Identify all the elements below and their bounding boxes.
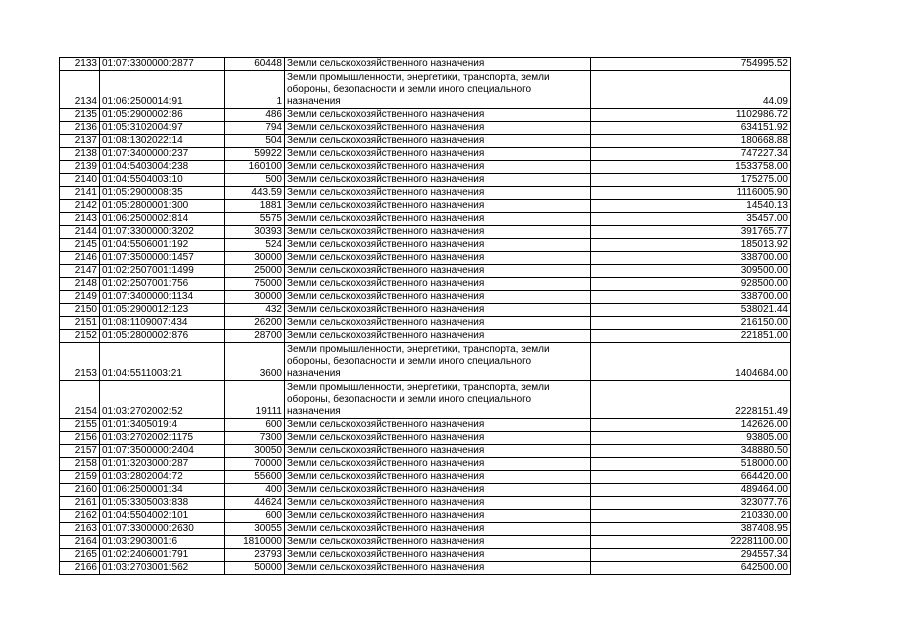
cadastral-number-cell: 01:05:2800002:876 bbox=[100, 330, 225, 343]
cadastral-value-cell: 1102986.72 bbox=[591, 109, 791, 122]
cadastral-number-cell: 01:01:3405019:4 bbox=[100, 419, 225, 432]
table-row bbox=[60, 562, 791, 575]
land-category-cell: Земли сельскохозяйственного назначения bbox=[285, 148, 591, 161]
land-parcels-table bbox=[59, 57, 791, 575]
land-category-cell: Земли промышленности, энергетики, транспорта, земли обороны, безопасности и земли иного специального назначения bbox=[285, 381, 591, 419]
row-number-cell: 2134 bbox=[60, 71, 100, 109]
area-cell: 28700 bbox=[225, 330, 285, 343]
area-cell: 75000 bbox=[225, 278, 285, 291]
cadastral-value-cell: 216150.00 bbox=[591, 317, 791, 330]
table-row bbox=[60, 252, 791, 265]
cadastral-number-cell: 01:07:3400000:237 bbox=[100, 148, 225, 161]
row-number-cell: 2142 bbox=[60, 200, 100, 213]
land-category-cell: Земли сельскохозяйственного назначения bbox=[285, 523, 591, 536]
table-row bbox=[60, 239, 791, 252]
row-number-cell: 2164 bbox=[60, 536, 100, 549]
area-cell: 1881 bbox=[225, 200, 285, 213]
cadastral-number-cell: 01:03:2703001:562 bbox=[100, 562, 225, 575]
area-cell: 1 bbox=[225, 71, 285, 109]
table-row bbox=[60, 291, 791, 304]
row-number-cell: 2158 bbox=[60, 458, 100, 471]
cadastral-number-cell: 01:02:2406001:791 bbox=[100, 549, 225, 562]
row-number-cell: 2161 bbox=[60, 497, 100, 510]
cadastral-value-cell: 1404684.00 bbox=[591, 343, 791, 381]
row-number-cell: 2166 bbox=[60, 562, 100, 575]
cadastral-number-cell: 01:02:2507001:756 bbox=[100, 278, 225, 291]
table-row bbox=[60, 523, 791, 536]
land-category-cell: Земли сельскохозяйственного назначения bbox=[285, 304, 591, 317]
area-cell: 432 bbox=[225, 304, 285, 317]
land-category-cell: Земли сельскохозяйственного назначения bbox=[285, 562, 591, 575]
cadastral-value-cell: 221851.00 bbox=[591, 330, 791, 343]
row-number-cell: 2144 bbox=[60, 226, 100, 239]
table-row bbox=[60, 471, 791, 484]
area-cell: 25000 bbox=[225, 265, 285, 278]
row-number-cell: 2159 bbox=[60, 471, 100, 484]
land-category-cell: Земли сельскохозяйственного назначения bbox=[285, 278, 591, 291]
cadastral-number-cell: 01:05:2900002:86 bbox=[100, 109, 225, 122]
cadastral-value-cell: 928500.00 bbox=[591, 278, 791, 291]
area-cell: 524 bbox=[225, 239, 285, 252]
land-category-cell: Земли сельскохозяйственного назначения bbox=[285, 161, 591, 174]
table-row bbox=[60, 109, 791, 122]
land-parcels-table-body bbox=[60, 58, 791, 575]
table-row bbox=[60, 187, 791, 200]
land-category-cell: Земли сельскохозяйственного назначения bbox=[285, 174, 591, 187]
land-category-cell: Земли сельскохозяйственного назначения bbox=[285, 226, 591, 239]
cadastral-value-cell: 142626.00 bbox=[591, 419, 791, 432]
cadastral-value-cell: 309500.00 bbox=[591, 265, 791, 278]
cadastral-value-cell: 642500.00 bbox=[591, 562, 791, 575]
table-row bbox=[60, 458, 791, 471]
cadastral-number-cell: 01:04:5504002:101 bbox=[100, 510, 225, 523]
row-number-cell: 2156 bbox=[60, 432, 100, 445]
row-number-cell: 2150 bbox=[60, 304, 100, 317]
table-row bbox=[60, 58, 791, 71]
cadastral-value-cell: 1116005.90 bbox=[591, 187, 791, 200]
cadastral-value-cell: 44.09 bbox=[591, 71, 791, 109]
cadastral-number-cell: 01:07:3400000:1134 bbox=[100, 291, 225, 304]
land-category-cell: Земли сельскохозяйственного назначения bbox=[285, 330, 591, 343]
table-row bbox=[60, 226, 791, 239]
row-number-cell: 2139 bbox=[60, 161, 100, 174]
land-category-cell: Земли сельскохозяйственного назначения bbox=[285, 536, 591, 549]
table-row bbox=[60, 174, 791, 187]
land-category-cell: Земли сельскохозяйственного назначения bbox=[285, 510, 591, 523]
cadastral-value-cell: 1533758.00 bbox=[591, 161, 791, 174]
cadastral-number-cell: 01:07:3300000:2877 bbox=[100, 58, 225, 71]
table-row bbox=[60, 536, 791, 549]
land-category-cell: Земли сельскохозяйственного назначения bbox=[285, 252, 591, 265]
table-row bbox=[60, 200, 791, 213]
area-cell: 19111 bbox=[225, 381, 285, 419]
row-number-cell: 2146 bbox=[60, 252, 100, 265]
area-cell: 30055 bbox=[225, 523, 285, 536]
table-row bbox=[60, 304, 791, 317]
area-cell: 400 bbox=[225, 484, 285, 497]
area-cell: 55600 bbox=[225, 471, 285, 484]
area-cell: 70000 bbox=[225, 458, 285, 471]
cadastral-number-cell: 01:07:3300000:3202 bbox=[100, 226, 225, 239]
cadastral-value-cell: 338700.00 bbox=[591, 291, 791, 304]
cadastral-value-cell: 14540.13 bbox=[591, 200, 791, 213]
land-category-cell: Земли сельскохозяйственного назначения bbox=[285, 317, 591, 330]
land-category-cell: Земли сельскохозяйственного назначения bbox=[285, 432, 591, 445]
cadastral-number-cell: 01:07:3300000:2630 bbox=[100, 523, 225, 536]
cadastral-value-cell: 664420.00 bbox=[591, 471, 791, 484]
row-number-cell: 2163 bbox=[60, 523, 100, 536]
table-row bbox=[60, 161, 791, 174]
cadastral-number-cell: 01:05:3305003:838 bbox=[100, 497, 225, 510]
cadastral-value-cell: 391765.77 bbox=[591, 226, 791, 239]
land-category-cell: Земли сельскохозяйственного назначения bbox=[285, 109, 591, 122]
area-cell: 30050 bbox=[225, 445, 285, 458]
area-cell: 59922 bbox=[225, 148, 285, 161]
table-row bbox=[60, 445, 791, 458]
table-row bbox=[60, 317, 791, 330]
cadastral-value-cell: 538021.44 bbox=[591, 304, 791, 317]
cadastral-number-cell: 01:02:2507001:1499 bbox=[100, 265, 225, 278]
land-category-cell: Земли сельскохозяйственного назначения bbox=[285, 549, 591, 562]
area-cell: 3600 bbox=[225, 343, 285, 381]
row-number-cell: 2165 bbox=[60, 549, 100, 562]
cadastral-value-cell: 387408.95 bbox=[591, 523, 791, 536]
row-number-cell: 2133 bbox=[60, 58, 100, 71]
area-cell: 26200 bbox=[225, 317, 285, 330]
row-number-cell: 2157 bbox=[60, 445, 100, 458]
cadastral-number-cell: 01:04:5511003:21 bbox=[100, 343, 225, 381]
table-row bbox=[60, 419, 791, 432]
cadastral-value-cell: 338700.00 bbox=[591, 252, 791, 265]
cadastral-number-cell: 01:03:2903001:6 bbox=[100, 536, 225, 549]
cadastral-value-cell: 518000.00 bbox=[591, 458, 791, 471]
table-row bbox=[60, 432, 791, 445]
row-number-cell: 2136 bbox=[60, 122, 100, 135]
cadastral-number-cell: 01:04:5506001:192 bbox=[100, 239, 225, 252]
land-category-cell: Земли промышленности, энергетики, транспорта, земли обороны, безопасности и земли иного специального назначения bbox=[285, 343, 591, 381]
cadastral-number-cell: 01:03:2702002:1175 bbox=[100, 432, 225, 445]
cadastral-number-cell: 01:05:2900012:123 bbox=[100, 304, 225, 317]
table-row bbox=[60, 330, 791, 343]
cadastral-value-cell: 35457.00 bbox=[591, 213, 791, 226]
area-cell: 7300 bbox=[225, 432, 285, 445]
cadastral-value-cell: 22281100.00 bbox=[591, 536, 791, 549]
row-number-cell: 2138 bbox=[60, 148, 100, 161]
area-cell: 50000 bbox=[225, 562, 285, 575]
cadastral-value-cell: 754995.52 bbox=[591, 58, 791, 71]
row-number-cell: 2155 bbox=[60, 419, 100, 432]
cadastral-value-cell: 175275.00 bbox=[591, 174, 791, 187]
row-number-cell: 2145 bbox=[60, 239, 100, 252]
cadastral-value-cell: 93805.00 bbox=[591, 432, 791, 445]
area-cell: 30000 bbox=[225, 291, 285, 304]
land-category-cell: Земли сельскохозяйственного назначения bbox=[285, 187, 591, 200]
area-cell: 1810000 bbox=[225, 536, 285, 549]
cadastral-number-cell: 01:03:2802004:72 bbox=[100, 471, 225, 484]
row-number-cell: 2153 bbox=[60, 343, 100, 381]
area-cell: 794 bbox=[225, 122, 285, 135]
land-category-cell: Земли сельскохозяйственного назначения bbox=[285, 419, 591, 432]
table-row bbox=[60, 484, 791, 497]
land-category-cell: Земли сельскохозяйственного назначения bbox=[285, 213, 591, 226]
land-category-cell: Земли сельскохозяйственного назначения bbox=[285, 239, 591, 252]
row-number-cell: 2141 bbox=[60, 187, 100, 200]
area-cell: 30000 bbox=[225, 252, 285, 265]
cadastral-number-cell: 01:08:1109007:434 bbox=[100, 317, 225, 330]
cadastral-number-cell: 01:04:5403004:238 bbox=[100, 161, 225, 174]
area-cell: 500 bbox=[225, 174, 285, 187]
row-number-cell: 2147 bbox=[60, 265, 100, 278]
cadastral-value-cell: 747227.34 bbox=[591, 148, 791, 161]
land-category-cell: Земли сельскохозяйственного назначения bbox=[285, 497, 591, 510]
row-number-cell: 2151 bbox=[60, 317, 100, 330]
cadastral-value-cell: 634151.92 bbox=[591, 122, 791, 135]
area-cell: 504 bbox=[225, 135, 285, 148]
cadastral-value-cell: 185013.92 bbox=[591, 239, 791, 252]
row-number-cell: 2154 bbox=[60, 381, 100, 419]
land-category-cell: Земли сельскохозяйственного назначения bbox=[285, 265, 591, 278]
cadastral-value-cell: 2228151.49 bbox=[591, 381, 791, 419]
cadastral-number-cell: 01:05:2900008:35 bbox=[100, 187, 225, 200]
table-row bbox=[60, 278, 791, 291]
table-row bbox=[60, 510, 791, 523]
land-category-cell: Земли сельскохозяйственного назначения bbox=[285, 471, 591, 484]
cadastral-value-cell: 294557.34 bbox=[591, 549, 791, 562]
table-row bbox=[60, 381, 791, 419]
land-category-cell: Земли сельскохозяйственного назначения bbox=[285, 58, 591, 71]
table-row bbox=[60, 135, 791, 148]
area-cell: 23793 bbox=[225, 549, 285, 562]
cadastral-value-cell: 210330.00 bbox=[591, 510, 791, 523]
cadastral-number-cell: 01:08:1302022:14 bbox=[100, 135, 225, 148]
land-category-cell: Земли сельскохозяйственного назначения bbox=[285, 135, 591, 148]
land-category-cell: Земли сельскохозяйственного назначения bbox=[285, 458, 591, 471]
row-number-cell: 2160 bbox=[60, 484, 100, 497]
row-number-cell: 2162 bbox=[60, 510, 100, 523]
row-number-cell: 2137 bbox=[60, 135, 100, 148]
land-category-cell: Земли сельскохозяйственного назначения bbox=[285, 200, 591, 213]
area-cell: 600 bbox=[225, 510, 285, 523]
land-category-cell: Земли промышленности, энергетики, транспорта, земли обороны, безопасности и земли иного специального назначения bbox=[285, 71, 591, 109]
area-cell: 44624 bbox=[225, 497, 285, 510]
area-cell: 5575 bbox=[225, 213, 285, 226]
table-row bbox=[60, 148, 791, 161]
table-row bbox=[60, 71, 791, 109]
row-number-cell: 2135 bbox=[60, 109, 100, 122]
cadastral-number-cell: 01:06:2500014:91 bbox=[100, 71, 225, 109]
cadastral-number-cell: 01:01:3203000:287 bbox=[100, 458, 225, 471]
area-cell: 486 bbox=[225, 109, 285, 122]
area-cell: 443.59 bbox=[225, 187, 285, 200]
cadastral-number-cell: 01:05:3102004:97 bbox=[100, 122, 225, 135]
table-row bbox=[60, 213, 791, 226]
cadastral-number-cell: 01:07:3500000:1457 bbox=[100, 252, 225, 265]
cadastral-value-cell: 489464.00 bbox=[591, 484, 791, 497]
table-row bbox=[60, 549, 791, 562]
land-category-cell: Земли сельскохозяйственного назначения bbox=[285, 122, 591, 135]
land-category-cell: Земли сельскохозяйственного назначения bbox=[285, 484, 591, 497]
area-cell: 30393 bbox=[225, 226, 285, 239]
table-row bbox=[60, 497, 791, 510]
cadastral-number-cell: 01:07:3500000:2404 bbox=[100, 445, 225, 458]
cadastral-number-cell: 01:04:5504003:10 bbox=[100, 174, 225, 187]
row-number-cell: 2143 bbox=[60, 213, 100, 226]
cadastral-number-cell: 01:03:2702002:52 bbox=[100, 381, 225, 419]
row-number-cell: 2148 bbox=[60, 278, 100, 291]
land-category-cell: Земли сельскохозяйственного назначения bbox=[285, 291, 591, 304]
row-number-cell: 2152 bbox=[60, 330, 100, 343]
table-row bbox=[60, 265, 791, 278]
area-cell: 600 bbox=[225, 419, 285, 432]
table-row bbox=[60, 122, 791, 135]
row-number-cell: 2140 bbox=[60, 174, 100, 187]
table-row bbox=[60, 343, 791, 381]
area-cell: 160100 bbox=[225, 161, 285, 174]
cadastral-number-cell: 01:06:2500002:814 bbox=[100, 213, 225, 226]
cadastral-value-cell: 323077.76 bbox=[591, 497, 791, 510]
area-cell: 60448 bbox=[225, 58, 285, 71]
cadastral-value-cell: 180668.88 bbox=[591, 135, 791, 148]
cadastral-value-cell: 348880.50 bbox=[591, 445, 791, 458]
row-number-cell: 2149 bbox=[60, 291, 100, 304]
cadastral-number-cell: 01:06:2500001:34 bbox=[100, 484, 225, 497]
cadastral-number-cell: 01:05:2800001:300 bbox=[100, 200, 225, 213]
land-category-cell: Земли сельскохозяйственного назначения bbox=[285, 445, 591, 458]
